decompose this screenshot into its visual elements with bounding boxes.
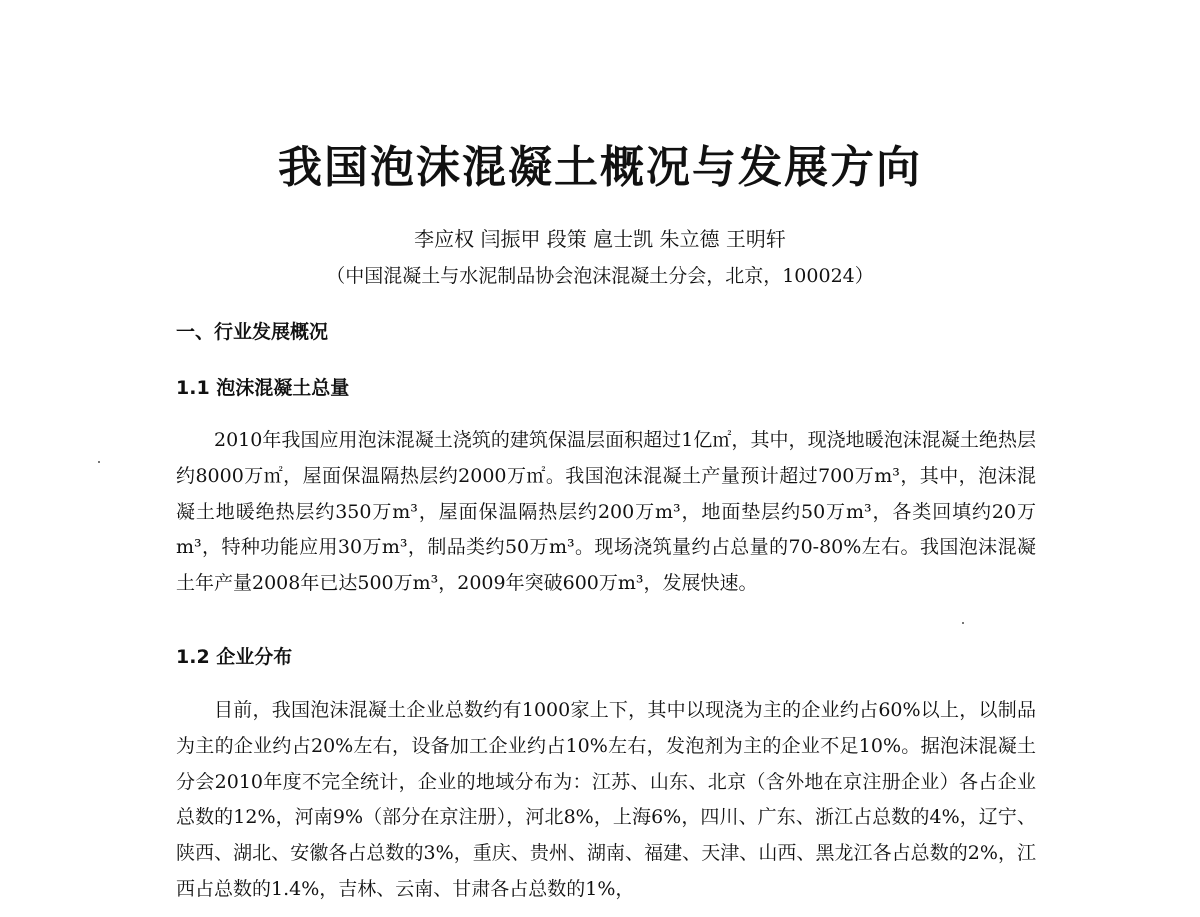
paper-title: 我国泡沫混凝土概况与发展方向 [278,142,922,193]
paragraph-total-volume: 2010年我国应用泡沫混凝土浇筑的建筑保温层面积超过1亿㎡，其中，现浇地暖泡沫混凝土绝热层约8000万㎡，屋面保温隔热层约2000万㎡。我国泡沫混凝土产量预计超过700万m³，其中，泡沫混凝土地暖绝热层约350万m³，屋面保温隔热层约200万m³，地面垫层约50万m³，各类回填约20万m³，特种功能应用30万m³，制品类约50万m³。现场浇筑量约占总量的70-80%左右。我国泡沫混凝土年产量2008年已达500万m³，2009年突破600万m³，发展快速。 [176,429,1036,595]
paragraph-enterprise-distribution: 目前，我国泡沫混凝土企业总数约有1000家上下，其中以现浇为主的企业约占60%以上，以制品为主的企业约占20%左右，设备加工企业约占10%左右，发泡剂为主的企业不足10%。据泡沫混凝土分会2010年度不完全统计，企业的地域分布为：江苏、山东、北京（含外地在京注册企业）各占企业总数的12%，河南9%（部分在京注册），河北8%，上海6%，四川、广东、浙江占总数的4%，辽宁、陕西、湖北、安徽各占总数的3%，重庆、贵州、湖南、福建、天津、山西、黑龙江各占总数的2%，江西占总数的1.4%，吉林、云南、甘肃各占总数的1%， [176,699,1036,900]
scan-speck [962,622,964,624]
subsection-heading-total-volume: 1.1 泡沫混凝土总量 [176,377,350,399]
subsection-heading-enterprise-distribution: 1.2 企业分布 [176,646,293,668]
affiliation: （中国混凝土与水泥制品协会泡沫混凝土分会，北京，100024） [326,265,874,287]
scan-speck [98,461,100,463]
section-heading-industry-overview: 一、行业发展概况 [176,321,329,343]
author-list: 李应权 闫振甲 段策 扈士凯 朱立德 王明轩 [414,227,786,251]
